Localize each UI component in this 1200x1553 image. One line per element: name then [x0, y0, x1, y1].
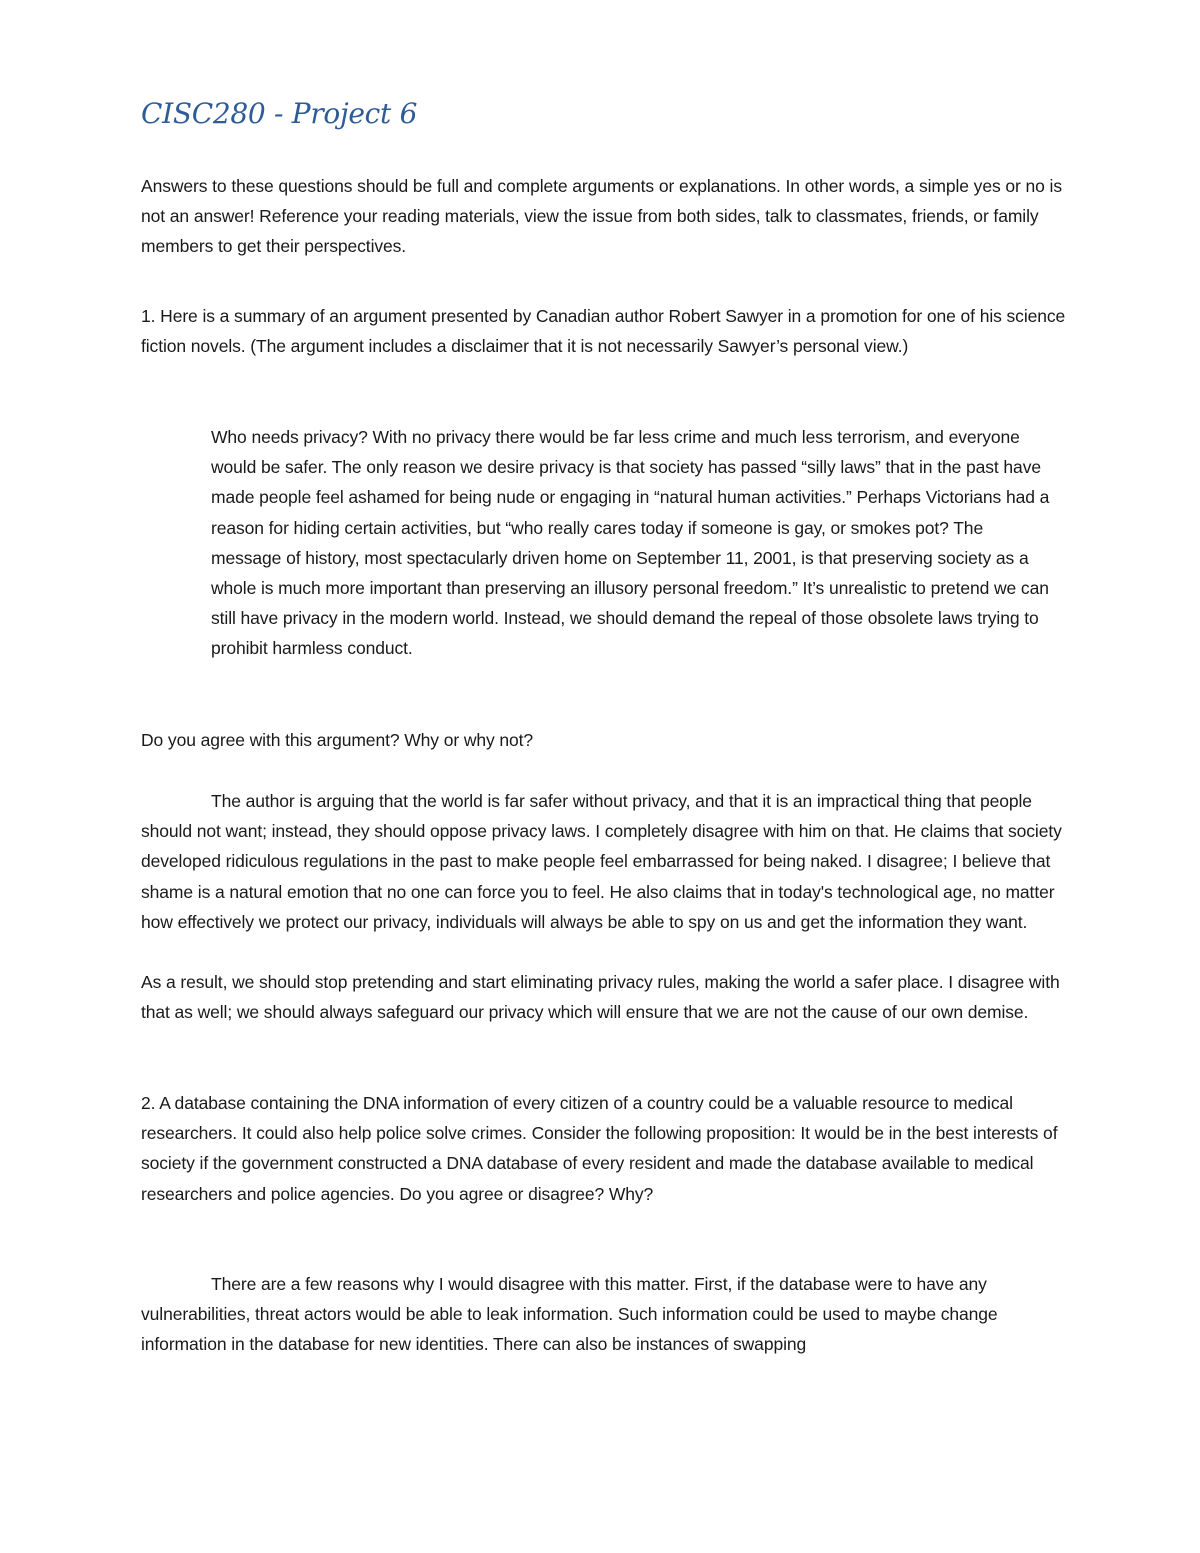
question-1-quote: Who needs privacy? With no privacy there would be far less crime and much less terrorism, and everyone would be safer. The only reason we desire privacy is that society has passed “silly laws” that in the past have made people feel ashamed for being nude or engaging in “natural human activities.” Perhaps Victorians had a reason for hiding certain activities, but “who really cares today if someone is gay, or smokes pot? The message of history, most spectacularly driven home on September 11, 2001, is that preserving society as a whole is much more important than preserving an illusory personal freedom.” It’s unrealistic to pretend we can still have privacy in the modern world. Instead, we should demand the repeal of those obsolete laws trying to prohibit harmless conduct. [211, 427, 1050, 659]
question-1-answer-paragraph-1: The author is arguing that the world is far safer without privacy, and that it is an impractical thing that people should not want; instead, they should oppose privacy laws. I completely disagree with him on that. He claims that society developed ridiculous regulations in the past to make people feel embarrassed for being naked. I disagree; I believe that shame is a natural emotion that no one can force you to feel. He also claims that in today's technological age, no matter how effectively we protect our privacy, individuals will always be able to spy on us and get the information they want. [141, 791, 1062, 932]
question-2-answer-paragraph-1: There are a few reasons why I would disagree with this matter. First, if the database were to have any vulnerabilities, threat actors would be able to leak information. Such information could be used to maybe change information in the database for new identities. There can also be instances of swapping [141, 1274, 998, 1355]
question-1-question: Do you agree with this argument? Why or why not? [141, 730, 534, 750]
document-title: CISC280 - Project 6 [141, 97, 418, 130]
question-1-answer-paragraph-2: As a result, we should stop pretending and start eliminating privacy rules, making the world a safer place. I disagree with that as well; we should always safeguard our privacy which will ensure that we are not the cause of our own demise. [141, 972, 1060, 1023]
question-1-prompt: 1. Here is a summary of an argument presented by Canadian author Robert Sawyer in a promotion for one of his science fiction novels. (The argument includes a disclaimer that it is not necessarily Sawyer’s personal view.) [141, 306, 1066, 357]
instructions-paragraph: Answers to these questions should be full and complete arguments or explanations. In other words, a simple yes or no is not an answer! Reference your reading materials, view the issue from both sides, talk to classmates, friends, or family members to get their perspectives. [141, 176, 1062, 257]
question-2-prompt: 2. A database containing the DNA information of every citizen of a country could be a valuable resource to medical researchers. It could also help police solve crimes. Consider the following proposition: It would be in the best interests of society if the government constructed a DNA database of every resident and made the database available to medical researchers and police agencies. Do you agree or disagree? Why? [141, 1093, 1058, 1204]
